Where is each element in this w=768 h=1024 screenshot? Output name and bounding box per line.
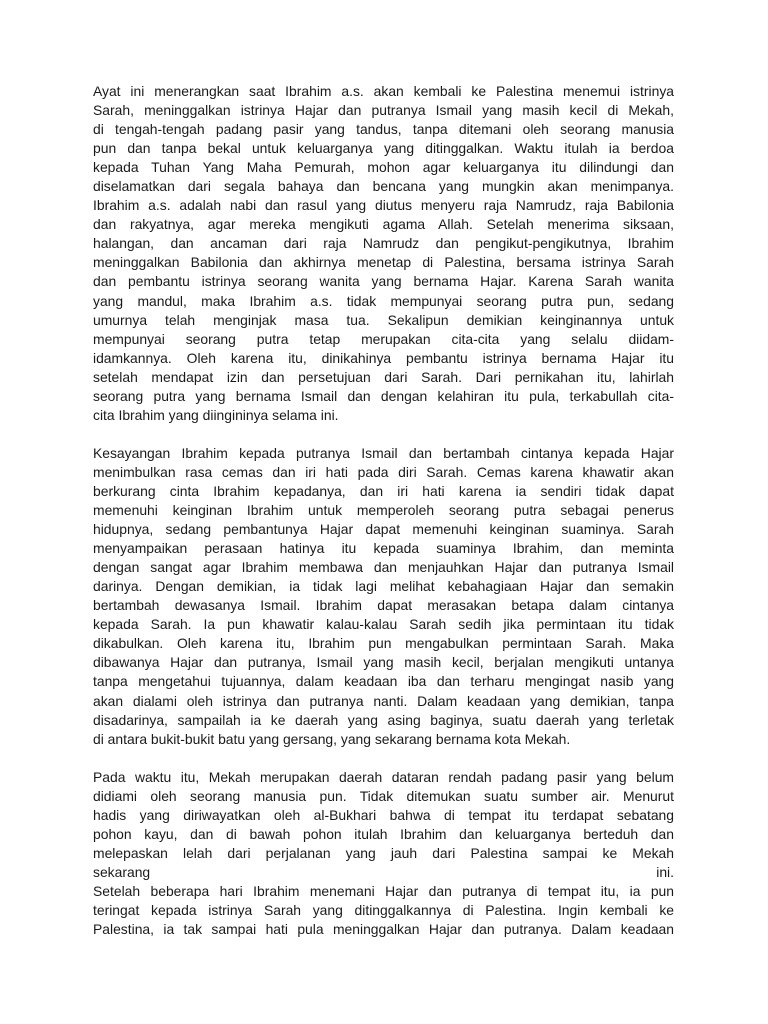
paragraph-2 <box>93 444 674 749</box>
text-line: teringat kepada istrinya Sarah yang ditinggalkannya di Palestina. Ingin kembali ke <box>93 902 674 919</box>
document-body <box>93 82 674 939</box>
text-line: dan rakyatnya, agar mereka mengikuti agama Allah. Setelah menerima siksaan, <box>93 216 674 233</box>
text-line: memenuhi keinginan Ibrahim untuk memperoleh seorang putra sebagai penerus <box>93 502 674 519</box>
text-line: pohon kayu, dan di bawah pohon itulah Ibrahim dan keluarganya berteduh dan <box>93 825 674 842</box>
paragraph-1 <box>93 82 674 425</box>
text-line: sekarang ini. <box>93 863 674 880</box>
text-line: dikabulkan. Oleh karena itu, Ibrahim pun mengabulkan permintaan Sarah. Maka <box>93 635 674 652</box>
text-line: Ibrahim a.s. adalah nabi dan rasul yang diutus menyeru raja Namrudz, raja Babilonia <box>93 197 674 214</box>
paragraph-3 <box>93 768 674 939</box>
text-line: mempunyai seorang putra tetap merupakan cita-cita yang selalu diidam- <box>93 330 674 347</box>
text-line: hidupnya, sedang pembantunya Hajar dapat memenuhi keinginan suaminya. Sarah <box>93 521 674 538</box>
text-line: yang mandul, maka Ibrahim a.s. tidak mempunyai seorang putra pun, sedang <box>93 292 674 309</box>
paragraph-gap <box>93 749 674 768</box>
text-line: Palestina, ia tak sampai hati pula meninggalkan Hajar dan putranya. Dalam keadaan <box>93 921 674 938</box>
text-line: melepaskan lelah dari perjalanan yang jauh dari Palestina sampai ke Mekah <box>93 844 674 861</box>
text-line: kepada Tuhan Yang Maha Pemurah, mohon agar keluarganya itu dilindungi dan <box>93 159 674 176</box>
text-line: Ayat ini menerangkan saat Ibrahim a.s. akan kembali ke Palestina menemui istrinya <box>93 83 674 99</box>
text-line: menyampaikan perasaan hatinya itu kepada suaminya Ibrahim, dan meminta <box>93 540 674 557</box>
text-line: diselamatkan dari segala bahaya dan bencana yang mungkin akan menimpanya. <box>93 178 674 195</box>
text-line: dibawanya Hajar dan putranya, Ismail yang masih kecil, berjalan mengikuti untanya <box>93 654 674 671</box>
text-line: Kesayangan Ibrahim kepada putranya Ismail dan bertambah cintanya kepada Hajar <box>93 444 674 461</box>
text-line: kepada Sarah. Ia pun khawatir kalau-kalau Sarah sedih jika permintaan itu tidak <box>93 616 674 633</box>
text-line: Sarah, meninggalkan istrinya Hajar dan putranya Ismail yang masih kecil di Mekah, <box>93 102 674 119</box>
text-line: seorang putra yang bernama Ismail dan dengan kelahiran itu pula, terkabullah cita- <box>93 387 674 404</box>
text-line: berkurang cinta Ibrahim kepadanya, dan iri hati karena ia sendiri tidak dapat <box>93 482 674 499</box>
text-line: di antara bukit-bukit batu yang gersang, yang sekarang bernama kota Mekah. <box>93 730 571 747</box>
text-line: setelah mendapat izin dan persetujuan dari Sarah. Dari pernikahan itu, lahirlah <box>93 368 674 385</box>
text-line: umurnya telah menginjak masa tua. Sekalipun demikian keinginannya untuk <box>93 311 674 328</box>
text-line: Setelah beberapa hari Ibrahim menemani Hajar dan putranya di tempat itu, ia pun <box>93 882 674 899</box>
text-line: menimbulkan rasa cemas dan iri hati pada diri Sarah. Cemas karena khawatir akan <box>93 463 674 480</box>
text-line: idamkannya. Oleh karena itu, dinikahinya pembantu istrinya bernama Hajar itu <box>93 349 674 366</box>
text-line: meninggalkan Babilonia dan akhirnya menetap di Palestina, bersama istrinya Sarah <box>93 254 674 271</box>
text-line: tanpa mengetahui tujuannya, dalam keadaan iba dan terharu mengingat nasib yang <box>93 673 674 690</box>
text-line: halangan, dan ancaman dari raja Namrudz dan pengikut-pengikutnya, Ibrahim <box>93 235 674 252</box>
text-line: pun dan tanpa bekal untuk keluarganya yang ditinggalkan. Waktu itulah ia berdoa <box>93 140 674 157</box>
text-line: cita Ibrahim yang diingininya selama ini. <box>93 406 339 423</box>
text-line: dan pembantu istrinya seorang wanita yang bernama Hajar. Karena Sarah wanita <box>93 273 674 290</box>
text-line: Pada waktu itu, Mekah merupakan daerah dataran rendah padang pasir yang belum <box>93 768 674 785</box>
text-line: bertambah dewasanya Ismail. Ibrahim dapat merasakan betapa dalam cintanya <box>93 597 674 614</box>
text-line: dengan sangat agar Ibrahim membawa dan menjauhkan Hajar dan putranya Ismail <box>93 559 674 576</box>
text-line: darinya. Dengan demikian, ia tidak lagi melihat kebahagiaan Hajar dan semakin <box>93 578 674 595</box>
text-line: hadis yang diriwayatkan oleh al-Bukhari bahwa di tempat itu terdapat sebatang <box>93 806 674 823</box>
paragraph-gap <box>93 425 674 444</box>
text-line: akan dialami oleh istrinya dan putranya nanti. Dalam keadaan yang demikian, tanpa <box>93 692 674 709</box>
text-line: di tengah-tengah padang pasir yang tandus, tanpa ditemani oleh seorang manusia <box>93 121 674 138</box>
text-line: didiami oleh seorang manusia pun. Tidak ditemukan suatu sumber air. Menurut <box>93 787 674 804</box>
text-line: disadarinya, sampailah ia ke daerah yang asing baginya, suatu daerah yang terletak <box>93 711 674 728</box>
